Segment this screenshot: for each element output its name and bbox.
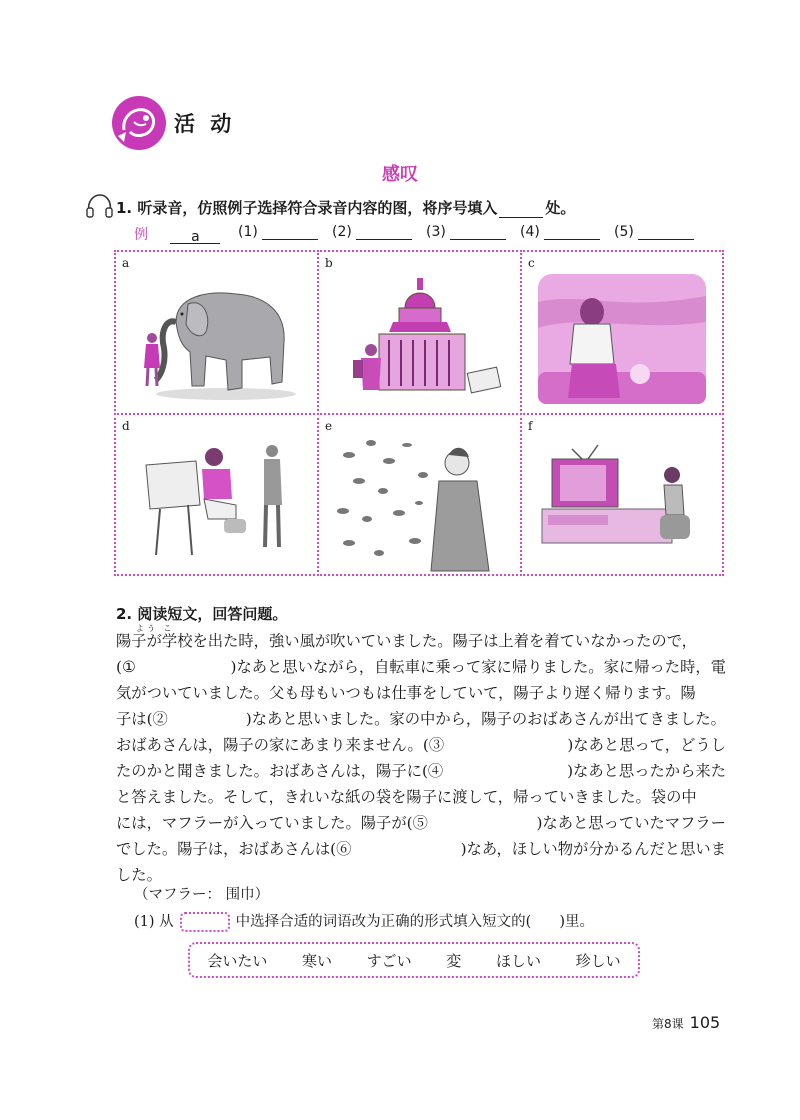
instruction-blank bbox=[499, 202, 543, 218]
passage-blank-4[interactable] bbox=[459, 758, 551, 784]
fish-logo-icon bbox=[112, 96, 166, 150]
headphones-icon bbox=[84, 193, 114, 223]
furigana-yoko: よう こ bbox=[136, 624, 175, 633]
falling-leaves-illustration bbox=[319, 415, 520, 574]
picture-f[interactable] bbox=[520, 413, 724, 576]
picture-e[interactable] bbox=[317, 413, 522, 576]
lesson-label: 第8课 bbox=[652, 1017, 684, 1031]
sub-question-text-b: 中选择合适的词语改为正确的形式填入短文的( bbox=[235, 914, 532, 930]
picture-grid bbox=[114, 250, 724, 576]
question-2-number: 2. bbox=[116, 605, 133, 623]
picture-d[interactable] bbox=[114, 413, 319, 576]
passage-line: と答えました。そして，きれいな紙の袋を陽子に渡して，帰っていきました。袋の中 bbox=[116, 788, 697, 806]
sub-question-text-c: )里。 bbox=[559, 914, 594, 930]
passage-line: 子は(② )なあと思いました。家の中から，陽子のおばあさんが出てきました。 bbox=[116, 706, 726, 732]
word-choice[interactable]: 変 bbox=[446, 951, 462, 970]
word-choice[interactable]: 寒い bbox=[301, 951, 332, 970]
answer-blank-2-label: (2) bbox=[332, 224, 352, 240]
question-1 bbox=[116, 197, 575, 218]
word-choice[interactable]: 珍しい bbox=[575, 951, 621, 970]
passage-line: (① )なあと思いながら，自転車に乗って家に帰りました。家に帰った時，電 bbox=[116, 654, 726, 680]
picture-e-label: e bbox=[325, 419, 333, 433]
picture-f-label: f bbox=[528, 419, 533, 433]
passage-blank-2[interactable] bbox=[171, 706, 243, 732]
section-header bbox=[112, 96, 372, 156]
passage-line: たのかと聞きました。おばあさんは，陽子に(④ )なあと思ったから来た bbox=[116, 758, 726, 784]
passage-blank-3[interactable] bbox=[460, 732, 552, 758]
page-number: 105 bbox=[689, 1013, 721, 1032]
answer-blank-5-label: (5) bbox=[614, 224, 634, 240]
picture-a-label: a bbox=[122, 256, 130, 270]
answer-blank-5[interactable] bbox=[614, 224, 694, 240]
question-2-text: 阅读短文，回答问题。 bbox=[137, 605, 288, 623]
picture-b-label: b bbox=[325, 256, 333, 270]
word-choice[interactable]: 会いたい bbox=[207, 951, 268, 970]
word-box-reference bbox=[180, 912, 230, 932]
word-choice-box bbox=[188, 942, 640, 978]
domed-building-illustration bbox=[319, 252, 520, 413]
question-1-number: 1. bbox=[116, 199, 133, 217]
answer-blank-4-label: (4) bbox=[520, 224, 540, 240]
question-2 bbox=[116, 603, 287, 624]
passage-blank-5[interactable] bbox=[436, 810, 528, 836]
example-answer: a bbox=[170, 229, 220, 244]
passage-line: 気がついていました。父も母もいつもは仕事をしていて，陽子より遅く帰ります。陽 bbox=[116, 684, 696, 702]
answer-blank-1-label: (1) bbox=[238, 224, 258, 240]
passage-line: した。 bbox=[116, 866, 162, 884]
example-label: 例 bbox=[134, 227, 148, 243]
word-choice[interactable]: すごい bbox=[366, 951, 412, 970]
picture-d-label: d bbox=[122, 419, 130, 433]
picture-a[interactable] bbox=[114, 250, 319, 415]
passage-line: 陽子が学校を出た時，強い風が吹いていました。陽子は上着を着ていなかったので， bbox=[116, 632, 697, 650]
question-1-text: 听录音，仿照例子选择符合录音内容的图，将序号填入 bbox=[137, 199, 498, 217]
vocabulary-note: （マフラー： 围巾） bbox=[134, 887, 270, 903]
sub-question-1 bbox=[134, 910, 594, 932]
reading-passage bbox=[116, 628, 726, 888]
girl-painting-illustration bbox=[116, 415, 317, 574]
sub-question-number: (1) bbox=[134, 914, 155, 930]
question-1-text-end: 处。 bbox=[545, 199, 576, 217]
answer-blank-3-label: (3) bbox=[426, 224, 446, 240]
elephant-illustration bbox=[116, 252, 317, 413]
section-title: 活 动 bbox=[174, 112, 236, 136]
answer-blank-3[interactable] bbox=[426, 224, 506, 240]
answer-blank-2[interactable] bbox=[332, 224, 412, 240]
answer-blank-4[interactable] bbox=[520, 224, 600, 240]
passage-line: でした。陽子は，おばあさんは(⑥ )なあ，ほしい物が分かるんだと思いま bbox=[116, 836, 726, 862]
picture-c-label: c bbox=[528, 256, 535, 270]
picture-b[interactable] bbox=[317, 250, 522, 415]
picture-c[interactable] bbox=[520, 250, 724, 415]
passage-line: おばあさんは，陽子の家にあまり来ません。(③ )なあと思って，どうし bbox=[116, 732, 726, 758]
boy-watching-tv-illustration bbox=[522, 415, 722, 574]
sub-question-text-a: 从 bbox=[159, 914, 174, 930]
word-choice[interactable]: ほしい bbox=[495, 951, 541, 970]
answer-blank-1[interactable] bbox=[238, 224, 318, 240]
sunset-girl-illustration bbox=[522, 252, 722, 413]
passage-blank-6[interactable] bbox=[360, 836, 452, 862]
passage-blank-1[interactable] bbox=[149, 654, 217, 680]
section-subtitle: 感叹 bbox=[382, 164, 418, 185]
page-footer bbox=[652, 1013, 720, 1032]
passage-line: には，マフラーが入っていました。陽子が(⑤ )なあと思っていたマフラー bbox=[116, 810, 726, 836]
